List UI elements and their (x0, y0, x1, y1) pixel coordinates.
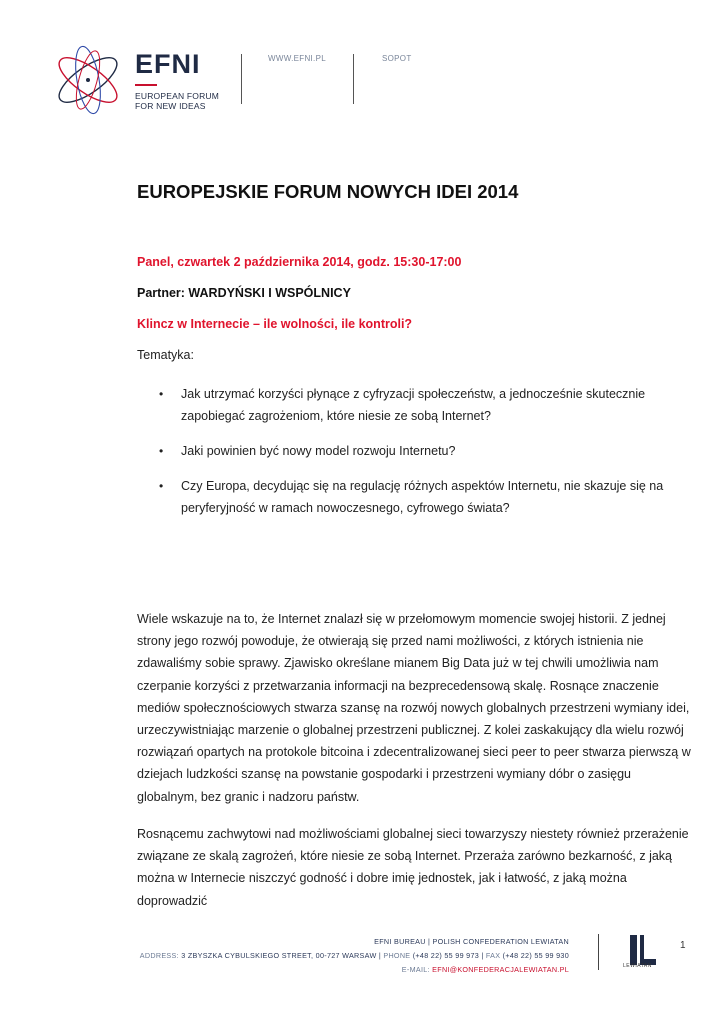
body-paragraph-2: Rosnącemu zachwytowi nad możliwościami globalnej sieci towarzyszy niestety również przerażenie związane ze skalą zagrożeń, które niesie ze sobą Internet. Przeraża zarówno bezkarność, z jaką można w Internecie niszczyć godność i dobre imię jednostek, jak i łatwość, z jaką można doprowadzić (137, 827, 689, 908)
header-url-link[interactable]: WWW.EFNI.PL (268, 54, 326, 63)
footer-phone-label: PHONE (383, 951, 411, 960)
footer-email-link[interactable]: EFNI@KONFEDERACJALEWIATAN.PL (432, 965, 569, 974)
page-number: 1 (680, 940, 686, 951)
panel-date-line: Panel, czwartek 2 października 2014, godz. 15:30-17:00 (137, 255, 462, 269)
footer-address-label: ADDRESS: (139, 951, 179, 960)
partner-line: Partner: WARDYŃSKI I WSPÓLNICY (137, 286, 351, 300)
footer-phone: (+48 22) 55 99 973 (412, 951, 480, 960)
footer-email-line (140, 963, 569, 977)
logo-title: EFNI (135, 49, 201, 79)
list-item (137, 383, 667, 427)
topic-bullet-list (137, 383, 667, 532)
logo-subtitle-1: EUROPEAN FORUM (135, 91, 220, 101)
footer-fax-label: FAX (485, 951, 501, 960)
bullet-icon: • (159, 479, 164, 493)
list-item (137, 440, 667, 462)
footer-address-line: ADDRESS: 3 ZBYSZKA CYBULSKIEGO STREET, 00-727 WARSAW | PHONE (+48 22) 55 99 973 | FAX (+48 22) 55 99 930 (139, 951, 569, 960)
lewiatan-logo-caption: LEWIATAN (623, 963, 652, 969)
header-divider (353, 54, 354, 104)
bullet-icon: • (159, 444, 164, 458)
bullet-text: Czy Europa, decydując się na regulację różnych aspektów Internetu, nie skazuje się na peryferyjność w ramach nowoczesnego, cyfrowego świata? (181, 479, 664, 515)
footer-address: 3 ZBYSZKA CYBULSKIEGO STREET, 00-727 WARSAW (181, 951, 377, 960)
logo-subtitle-2: FOR NEW IDEAS (135, 101, 206, 111)
footer-bureau: EFNI BUREAU | POLISH CONFEDERATION LEWIATAN (374, 937, 569, 946)
footer-contact (140, 935, 569, 977)
bullet-text: Jak utrzymać korzyści płynące z cyfryzacji społeczeństw, a jednocześnie skutecznie zapobiegać zagrożeniom, które niesie ze sobą Internet? (181, 387, 646, 423)
logo-rule (135, 84, 157, 86)
bullet-text: Jaki powinien być nowy model rozwoju Internetu? (181, 444, 456, 458)
footer-email-label: E-MAIL: (401, 965, 430, 974)
header-divider (241, 54, 242, 104)
list-item (137, 475, 667, 519)
footer-divider (598, 934, 599, 970)
header-city: SOPOT (382, 54, 412, 63)
logo-text (135, 50, 219, 111)
body-paragraph-1: Wiele wskazuje na to, że Internet znalazł się w przełomowym momencie swojej historii. Z jednej strony jego rozwój powoduje, że otwierają się przed nami możliwości, z których istnienia nie zdawaliśmy sobie sprawy. Zjawisko określane mianem Big Data już w tej chwili umożliwia nam czerpanie korzyści z przetwarzania informacji na bezprecedensową skalę. Rosnące znaczenie mediów społecznościowych stwarza szansę na rozwój nowych globalnych przestrzeni wymiany idei, urzeczywistniając marzenie o globalnej przestrzeni publicznej. Z kolei zaskakujący dla wielu rozwój rozwiązań opartych na protokole bitcoina i zdecentralizowanej sieci peer to peer stwarza pierwszą w dziejach ludzkości szansę na powstanie gospodarki i przestrzeni wymiany dóbr o zasięgu globalnym, bez granic i nadzoru państw. (137, 612, 691, 804)
tematyka-label: Tematyka: (137, 348, 194, 362)
bullet-icon: • (159, 387, 164, 401)
efni-globe-logo-icon (50, 42, 126, 118)
panel-topic: Klincz w Internecie – ile wolności, ile kontroli? (137, 317, 413, 331)
document-title: EUROPEJSKIE FORUM NOWYCH IDEI 2014 (137, 181, 519, 202)
footer-fax: (+48 22) 55 99 930 (502, 951, 569, 960)
